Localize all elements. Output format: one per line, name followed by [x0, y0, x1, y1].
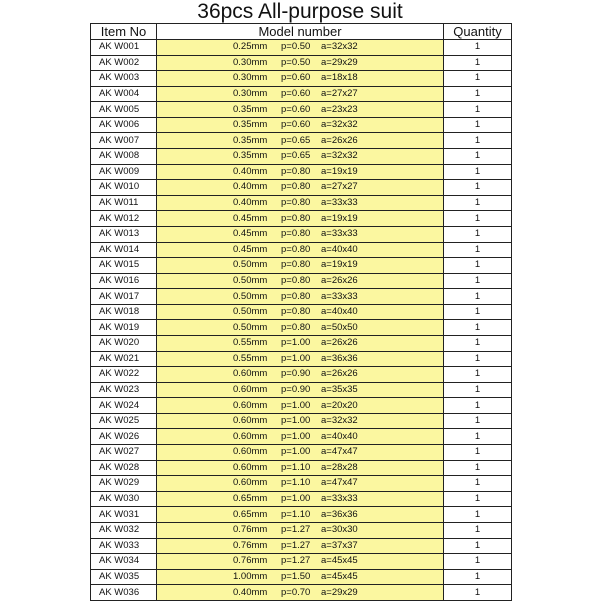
model-number-cell: [157, 460, 444, 476]
model-area: a=32x32: [321, 415, 358, 427]
model-number-cell: [157, 320, 444, 336]
table-row: [91, 382, 512, 398]
model-number-cell: [157, 195, 444, 211]
model-pitch: p=1.00: [281, 493, 311, 505]
model-pitch: p=0.50: [281, 56, 311, 68]
model-area: a=47x47: [321, 477, 358, 489]
model-pitch: p=1.27: [281, 555, 311, 567]
model-area: a=47x47: [321, 446, 358, 458]
quantity-cell: 1: [444, 226, 512, 242]
table-row: [91, 351, 512, 367]
table-row: [91, 164, 512, 180]
model-area: a=19x19: [321, 212, 358, 224]
quantity-cell: 1: [444, 382, 512, 398]
model-size: 0.60mm: [233, 461, 268, 473]
model-area: a=40x40: [321, 243, 358, 255]
item-no-cell: AK W002: [91, 55, 157, 71]
model-number-cell: [157, 569, 444, 585]
model-area: a=26x26: [321, 274, 358, 286]
model-size: 0.30mm: [233, 56, 268, 68]
model-pitch: p=0.90: [281, 368, 311, 380]
model-area: a=29x29: [321, 586, 358, 598]
model-size: 0.35mm: [233, 103, 268, 115]
model-number-cell: [157, 491, 444, 507]
quantity-cell: 1: [444, 40, 512, 56]
model-size: 0.30mm: [233, 72, 268, 84]
model-number-cell: [157, 398, 444, 414]
model-area: a=32x32: [321, 150, 358, 162]
table-row: [91, 538, 512, 554]
quantity-cell: 1: [444, 491, 512, 507]
model-size: 0.50mm: [233, 321, 268, 333]
model-pitch: p=1.00: [281, 399, 311, 411]
model-pitch: p=0.60: [281, 88, 311, 100]
model-pitch: p=0.50: [281, 41, 311, 53]
model-size: 0.76mm: [233, 524, 268, 536]
table-row: [91, 71, 512, 87]
model-size: 0.35mm: [233, 150, 268, 162]
item-no-cell: AK W033: [91, 538, 157, 554]
model-area: a=35x35: [321, 384, 358, 395]
model-area: a=27x27: [321, 181, 358, 193]
model-number-cell: [157, 273, 444, 289]
model-pitch: p=0.80: [281, 290, 311, 302]
quantity-cell: 1: [444, 117, 512, 133]
model-size: 0.40mm: [233, 586, 268, 598]
item-no-cell: AK W005: [91, 102, 157, 118]
quantity-cell: 1: [444, 398, 512, 414]
model-size: 0.60mm: [233, 368, 268, 380]
model-number-cell: [157, 164, 444, 180]
model-pitch: p=0.65: [281, 150, 311, 162]
model-pitch: p=1.10: [281, 508, 311, 520]
quantity-cell: 1: [444, 164, 512, 180]
quantity-cell: 1: [444, 554, 512, 570]
model-pitch: p=1.27: [281, 539, 311, 551]
table-row: [91, 211, 512, 227]
model-area: a=29x29: [321, 56, 358, 68]
table-row: [91, 258, 512, 274]
model-size: 0.76mm: [233, 539, 268, 551]
table-row: [91, 335, 512, 351]
model-area: a=36x36: [321, 352, 358, 364]
quantity-cell: 1: [444, 413, 512, 429]
model-number-cell: [157, 367, 444, 383]
item-no-cell: AK W001: [91, 40, 157, 56]
quantity-cell: 1: [444, 460, 512, 476]
table-row: [91, 133, 512, 149]
item-no-cell: AK W014: [91, 242, 157, 258]
model-pitch: p=0.60: [281, 72, 311, 84]
model-number-cell: [157, 242, 444, 258]
model-size: 0.45mm: [233, 243, 268, 255]
model-pitch: p=0.80: [281, 306, 311, 318]
item-no-cell: AK W021: [91, 351, 157, 367]
model-size: 0.60mm: [233, 446, 268, 458]
model-pitch: p=1.10: [281, 461, 311, 473]
page-title: 36pcs All-purpose suit: [197, 0, 403, 23]
model-size: 0.60mm: [233, 430, 268, 442]
model-area: a=19x19: [321, 259, 358, 271]
item-no-cell: AK W015: [91, 258, 157, 274]
quantity-cell: 1: [444, 367, 512, 383]
model-area: a=33x33: [321, 197, 358, 209]
quantity-cell: 1: [444, 273, 512, 289]
model-pitch: p=0.60: [281, 103, 311, 115]
item-no-cell: AK W035: [91, 569, 157, 585]
model-size: 0.30mm: [233, 88, 268, 100]
model-number-cell: [157, 149, 444, 165]
model-number-cell: [157, 522, 444, 538]
quantity-cell: 1: [444, 211, 512, 227]
model-pitch: p=0.80: [281, 259, 311, 271]
table-row: [91, 304, 512, 320]
model-area: a=26x26: [321, 368, 358, 380]
model-number-cell: [157, 180, 444, 196]
model-size: 1.00mm: [233, 570, 268, 582]
quantity-cell: 1: [444, 335, 512, 351]
model-number-cell: [157, 445, 444, 461]
model-area: a=33x33: [321, 493, 358, 505]
table-row: [91, 102, 512, 118]
item-no-cell: AK W006: [91, 117, 157, 133]
quantity-cell: 1: [444, 320, 512, 336]
table-row: [91, 242, 512, 258]
model-area: a=50x50: [321, 321, 358, 333]
table-row: [91, 117, 512, 133]
item-no-cell: AK W034: [91, 554, 157, 570]
item-no-cell: AK W024: [91, 398, 157, 414]
model-size: 0.40mm: [233, 197, 268, 209]
table-row: [91, 180, 512, 196]
model-size: 0.40mm: [233, 165, 268, 177]
model-size: 0.50mm: [233, 306, 268, 318]
item-no-cell: AK W010: [91, 180, 157, 196]
quantity-cell: 1: [444, 71, 512, 87]
model-size: 0.35mm: [233, 134, 268, 146]
model-size: 0.45mm: [233, 228, 268, 240]
model-pitch: p=0.80: [281, 274, 311, 286]
model-size: 0.35mm: [233, 119, 268, 131]
item-no-cell: AK W011: [91, 195, 157, 211]
item-no-cell: AK W031: [91, 507, 157, 523]
table-row: [91, 476, 512, 492]
model-size: 0.65mm: [233, 508, 268, 520]
item-no-cell: AK W029: [91, 476, 157, 492]
table-row: [91, 507, 512, 523]
model-number-cell: [157, 476, 444, 492]
model-pitch: p=0.65: [281, 134, 311, 146]
quantity-cell: 1: [444, 242, 512, 258]
quantity-cell: 1: [444, 522, 512, 538]
model-number-cell: [157, 102, 444, 118]
model-area: a=18x18: [321, 72, 358, 84]
model-pitch: p=1.50: [281, 570, 311, 582]
table-row: [91, 40, 512, 56]
quantity-cell: 1: [444, 195, 512, 211]
model-number-cell: [157, 304, 444, 320]
model-size: 0.55mm: [233, 352, 268, 364]
model-size: 0.45mm: [233, 212, 268, 224]
model-size: 0.76mm: [233, 555, 268, 567]
model-area: a=40x40: [321, 306, 358, 318]
model-pitch: p=1.00: [281, 446, 311, 458]
model-area: a=20x20: [321, 399, 358, 411]
model-area: a=45x45: [321, 555, 358, 567]
item-no-cell: AK W017: [91, 289, 157, 305]
item-no-cell: AK W018: [91, 304, 157, 320]
model-pitch: p=0.80: [281, 212, 311, 224]
model-number-cell: [157, 133, 444, 149]
model-area: a=27x27: [321, 88, 358, 100]
model-pitch: p=1.00: [281, 337, 311, 349]
model-pitch: p=0.80: [281, 321, 311, 333]
item-no-cell: AK W022: [91, 367, 157, 383]
item-no-cell: AK W008: [91, 149, 157, 165]
table-row: [91, 367, 512, 383]
item-no-cell: AK W032: [91, 522, 157, 538]
model-size: 0.60mm: [233, 477, 268, 489]
quantity-cell: 1: [444, 476, 512, 492]
model-number-cell: [157, 413, 444, 429]
model-pitch: p=1.00: [281, 415, 311, 427]
table-row: [91, 491, 512, 507]
model-pitch: p=0.80: [281, 165, 311, 177]
model-size: 0.40mm: [233, 181, 268, 193]
model-size: 0.60mm: [233, 415, 268, 427]
table-row: [91, 86, 512, 102]
quantity-cell: 1: [444, 538, 512, 554]
model-size: 0.25mm: [233, 41, 268, 53]
model-size: 0.65mm: [233, 493, 268, 505]
table-row: [91, 413, 512, 429]
quantity-cell: 1: [444, 445, 512, 461]
table-row: [91, 445, 512, 461]
model-number-cell: [157, 117, 444, 133]
model-number-cell: [157, 258, 444, 274]
quantity-cell: 1: [444, 86, 512, 102]
table-row: [91, 226, 512, 242]
model-area: a=26x26: [321, 337, 358, 349]
model-size: 0.60mm: [233, 399, 268, 411]
model-number-cell: [157, 86, 444, 102]
item-no-cell: AK W007: [91, 133, 157, 149]
model-pitch: p=1.00: [281, 430, 311, 442]
model-area: a=40x40: [321, 430, 358, 442]
quantity-cell: 1: [444, 258, 512, 274]
quantity-cell: 1: [444, 304, 512, 320]
model-pitch: p=0.80: [281, 197, 311, 209]
header-row: [91, 24, 512, 40]
item-no-cell: AK W027: [91, 445, 157, 461]
model-area: a=32x32: [321, 41, 358, 53]
item-no-cell: AK W030: [91, 491, 157, 507]
model-number-cell: [157, 382, 444, 398]
header-quantity: Quantity: [444, 24, 512, 40]
model-number-cell: [157, 538, 444, 554]
item-no-cell: AK W036: [91, 585, 157, 601]
model-pitch: p=0.80: [281, 181, 311, 193]
model-area: a=45x45: [321, 570, 358, 582]
item-no-cell: AK W009: [91, 164, 157, 180]
model-number-cell: [157, 289, 444, 305]
quantity-cell: 1: [444, 289, 512, 305]
model-pitch: p=1.00: [281, 352, 311, 364]
model-number-cell: [157, 429, 444, 445]
quantity-cell: 1: [444, 55, 512, 71]
table-row: [91, 585, 512, 601]
model-pitch: p=0.60: [281, 119, 311, 131]
quantity-cell: 1: [444, 569, 512, 585]
table-row: [91, 195, 512, 211]
model-area: a=30x30: [321, 524, 358, 536]
quantity-cell: 1: [444, 429, 512, 445]
model-area: a=26x26: [321, 134, 358, 146]
table-row: [91, 460, 512, 476]
table-row: [91, 149, 512, 165]
model-number-cell: [157, 55, 444, 71]
table-row: [91, 55, 512, 71]
model-size: 0.55mm: [233, 337, 268, 349]
model-size: 0.50mm: [233, 259, 268, 271]
model-area: a=36x36: [321, 508, 358, 520]
model-number-cell: [157, 507, 444, 523]
table-row: [91, 429, 512, 445]
model-number-cell: [157, 211, 444, 227]
model-number-cell: [157, 351, 444, 367]
model-pitch: p=0.90: [281, 384, 311, 395]
item-no-cell: AK W019: [91, 320, 157, 336]
model-area: a=37x37: [321, 539, 358, 551]
model-number-cell: [157, 554, 444, 570]
model-pitch: p=0.80: [281, 228, 311, 240]
model-size: 0.50mm: [233, 274, 268, 286]
model-number-cell: [157, 335, 444, 351]
item-no-cell: AK W004: [91, 86, 157, 102]
model-table: [90, 23, 512, 601]
item-no-cell: AK W028: [91, 460, 157, 476]
item-no-cell: AK W012: [91, 211, 157, 227]
quantity-cell: 1: [444, 102, 512, 118]
item-no-cell: AK W003: [91, 71, 157, 87]
model-area: a=23x23: [321, 103, 358, 115]
model-number-cell: [157, 71, 444, 87]
table-row: [91, 554, 512, 570]
quantity-cell: 1: [444, 149, 512, 165]
model-pitch: p=0.80: [281, 243, 311, 255]
table-row: [91, 289, 512, 305]
model-number-cell: [157, 585, 444, 601]
quantity-cell: 1: [444, 507, 512, 523]
model-pitch: p=0.70: [281, 586, 311, 598]
model-pitch: p=1.27: [281, 524, 311, 536]
model-area: a=33x33: [321, 290, 358, 302]
table-row: [91, 522, 512, 538]
table-row: [91, 569, 512, 585]
item-no-cell: AK W023: [91, 382, 157, 398]
quantity-cell: 1: [444, 585, 512, 601]
item-no-cell: AK W016: [91, 273, 157, 289]
quantity-cell: 1: [444, 351, 512, 367]
quantity-cell: 1: [444, 133, 512, 149]
table-row: [91, 273, 512, 289]
model-area: a=32x32: [321, 119, 358, 131]
quantity-cell: 1: [444, 180, 512, 196]
table-body: [91, 40, 512, 601]
item-no-cell: AK W013: [91, 226, 157, 242]
model-pitch: p=1.10: [281, 477, 311, 489]
model-number-cell: [157, 226, 444, 242]
table-row: [91, 320, 512, 336]
model-area: a=19x19: [321, 165, 358, 177]
header-model-number: Model number: [157, 24, 444, 40]
model-area: a=28x28: [321, 461, 358, 473]
item-no-cell: AK W026: [91, 429, 157, 445]
table-row: [91, 398, 512, 414]
header-item-no: Item No: [91, 24, 157, 40]
model-size: 0.60mm: [233, 384, 268, 395]
item-no-cell: AK W025: [91, 413, 157, 429]
item-no-cell: AK W020: [91, 335, 157, 351]
model-area: a=33x33: [321, 228, 358, 240]
model-number-cell: [157, 40, 444, 56]
model-size: 0.50mm: [233, 290, 268, 302]
